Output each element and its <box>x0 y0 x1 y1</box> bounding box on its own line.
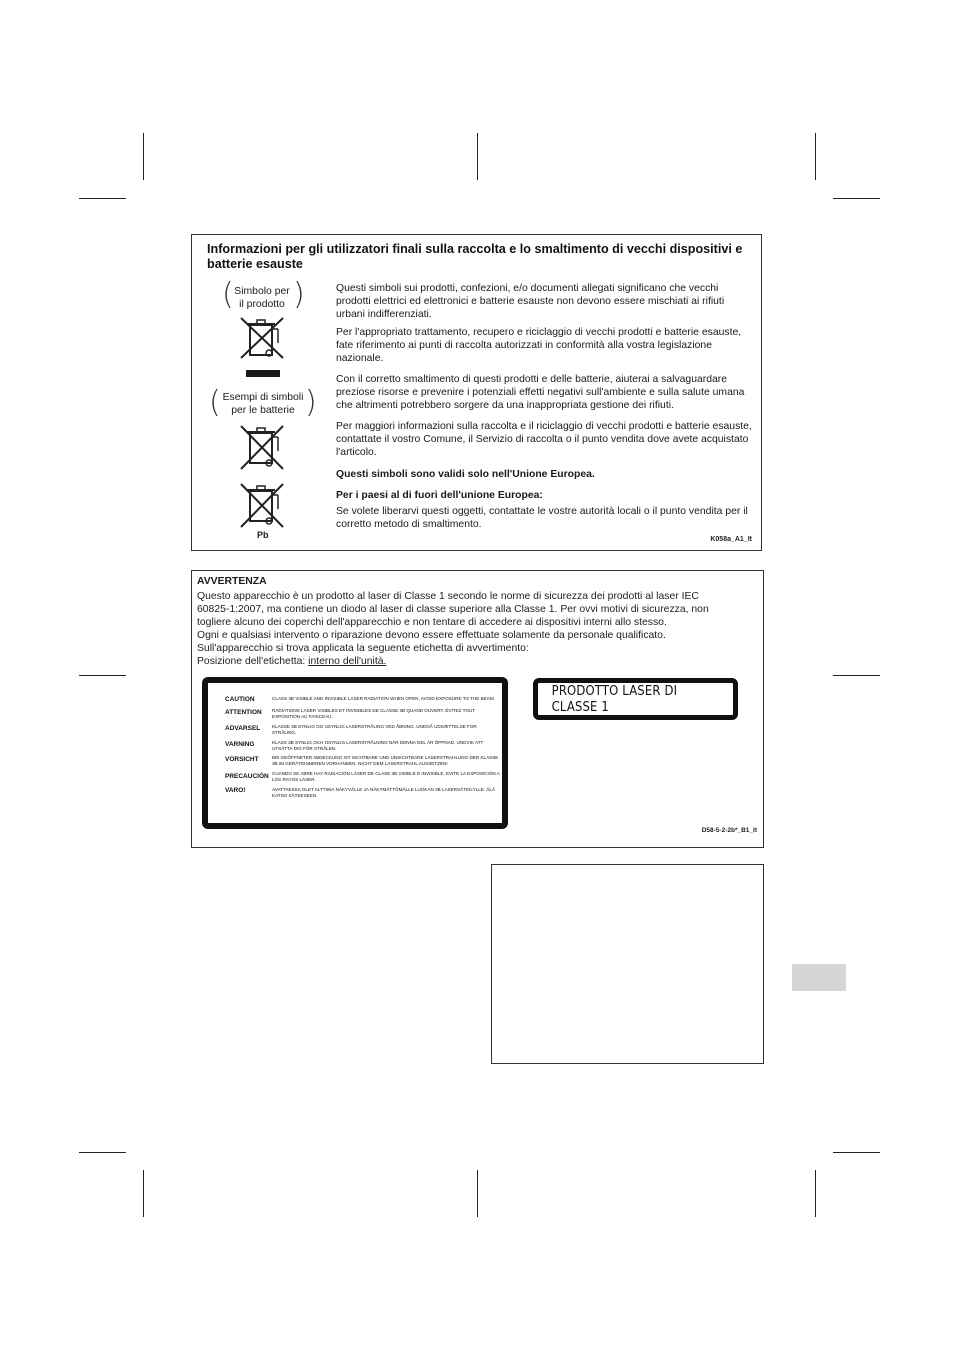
label-language: ADVARSEL <box>225 725 261 732</box>
crop-mark <box>815 133 816 180</box>
pb-label: Pb <box>257 530 269 540</box>
eu-only-notice: Questi simboli sono validi solo nell'Unione Europea. <box>336 469 595 480</box>
crop-mark <box>833 198 880 199</box>
label-language: PRECAUCIÓN <box>225 773 269 780</box>
reference-code: D58-5-2-2b*_B1_It <box>701 827 757 834</box>
empty-box <box>491 864 764 1064</box>
disposal-paragraph: Questi simboli sui prodotti, confezioni, e/o documenti allegati significano che vecchi prodotti elettrici ed elettronici e batterie esauste non devono essere mischiati ai rifiuti urbani indifferenziati. <box>336 283 725 321</box>
section-tab-marker <box>792 964 846 991</box>
outside-eu-heading: Per i paesi al di fuori dell'unione Europea: <box>336 490 543 501</box>
crop-mark <box>143 1170 144 1217</box>
right-paren: ) <box>293 277 305 312</box>
label-warning-text: CUANDO SE ABRE HAY RADIACIÓN LÁSER DE CLASE 3B VISIBLE E INVISIBLE. EVITE LA EXPOSICIÓN A LOS RAYOS LÁSER. <box>272 771 500 783</box>
laser-caution-label <box>202 677 508 829</box>
symbol-battery-label-line1: Esempi di simboli <box>222 392 304 403</box>
disposal-title: Informazioni per gli utilizzatori finali sulla raccolta e lo smaltimento di vecchi dispositivi e batterie esauste <box>207 242 743 271</box>
disposal-paragraph: Per maggiori informazioni sulla raccolta e il riciclaggio di vecchi prodotti e batterie esauste, contattate il vostro Comune, il Servizio di raccolta o il punto vendita dove avete acquistato l'articolo. <box>336 421 752 459</box>
warning-line: Ogni e qualsiasi intervento o riparazione devono essere effettuate solamente da personale qualificato. <box>197 630 666 641</box>
laser-class-text: PRODOTTO LASER DI CLASSE 1 <box>551 683 678 715</box>
warning-heading: AVVERTENZA <box>197 576 267 587</box>
crop-mark <box>833 675 880 676</box>
label-warning-text: KLASSE 3B SYNLIG OG USYNLIG LASERSTRÅLING VED ÅBNING. UNDGÅ UDSÆTTELSE FOR STRÅLING. <box>272 724 477 736</box>
disposal-paragraph: Con il corretto smaltimento di questi prodotti e delle batterie, aiuterai a salvaguardare preziose risorse e prevenire i potenziali effetti negativi sull'ambiente e sulla salute umana che altrimenti potrebbero sorgere da una inappropriata gestione dei rifiuti. <box>336 374 745 412</box>
laser-class-label <box>533 678 738 720</box>
outside-eu-text: Se volete liberarvi questi oggetti, contattate le vostre autorità locali o il punto vendita per il corretto metodo di smaltimento. <box>336 506 748 531</box>
right-paren: ) <box>305 385 317 420</box>
disposal-info-box <box>191 234 762 551</box>
left-paren: ( <box>209 385 221 420</box>
label-position <box>197 655 757 668</box>
label-position-value: interno dell'unità. <box>308 656 387 667</box>
crop-mark <box>79 1152 126 1153</box>
symbol-battery-label-line2: per le batterie <box>231 405 295 416</box>
crop-mark <box>833 1152 880 1153</box>
crossed-bin-icon <box>238 315 286 360</box>
crop-mark <box>477 133 478 180</box>
laser-warning-box <box>191 570 764 848</box>
label-language: VARO! <box>225 787 246 794</box>
label-warning-text: BEI GEÖFFNETER ABDECKUNG IST SICHTBARE UND UNSICHTBARE LASERSTRAHLUNG DER KLASSE 3B IM GERÄTEINNEREN VORHANDEN. NICHT DEM LASERSTRAHL AUSSETZEN! <box>272 755 499 767</box>
left-paren: ( <box>222 277 234 312</box>
label-language: CAUTION <box>225 696 255 703</box>
warning-line: togliere alcuno dei coperchi dell'apparecchio e non tentare di accedere ai dispositivi interni allo stesso. <box>197 617 667 628</box>
crop-mark <box>79 198 126 199</box>
disposal-paragraph: Per l'appropriato trattamento, recupero e riciclaggio di vecchi prodotti e batterie esauste, fate riferimento ai punti di raccolta autorizzati in conformità alla vostra legislazione nazionale. <box>336 327 742 365</box>
label-warning-text: CLASS 3B VISIBLE AND INVISIBLE LASER RADIATION WHEN OPEN, AVOID EXPOSURE TO THE BEAM. <box>272 696 495 701</box>
crossed-bin-pb-icon <box>238 481 286 529</box>
symbol-product-label-line1: Simbolo per <box>234 286 290 297</box>
warning-line: 60825-1:2007, ma contiene un diodo al laser di classe superiore alla Classe 1. Per ovvi motivi di sicurezza, non <box>197 604 709 615</box>
crop-mark <box>815 1170 816 1217</box>
label-warning-text: AVATTAESSA OLET ALTTIINA NÄKYVÄLLE JA NÄKYMÄTTÖMÄLLE LUOKAN 3B LASERSÄTEILYLLE. ÄLÄ KATSO SÄTEESEEN. <box>272 787 496 799</box>
warning-line: Questo apparecchio è un prodotto al laser di Classe 1 secondo le norme di sicurezza dei prodotti al laser IEC <box>197 591 699 602</box>
label-language: VORSICHT <box>225 756 259 763</box>
reference-code: K058a_A1_It <box>710 536 752 543</box>
symbol-product-label-line2: il prodotto <box>239 299 285 310</box>
crop-mark <box>477 1170 478 1217</box>
symbol-product-label <box>230 285 294 311</box>
crossed-bin-battery-icon <box>238 423 286 471</box>
crop-mark <box>143 133 144 180</box>
label-language: VARNING <box>225 741 255 748</box>
label-warning-text: RADIATIONS LASER VISIBLES ET INVISIBLES DE CLASSE 3B QUAND OUVERT. ÉVITEZ TOUT EXPOSITION AU FAISCEAU. <box>272 708 475 720</box>
warning-line: Sull'apparecchio si trova applicata la seguente etichetta di avvertimento: <box>197 643 529 654</box>
label-warning-text: KLASS 3B SYNLIG OCH OSYNLIG LASERSTRÅLNING NÄR DENNA DEL ÄR ÖPPNAD. UNDVIK ATT UTSÄTTA DIG FÖR STRÅLEN. <box>272 740 484 752</box>
product-bar-icon <box>246 370 280 377</box>
crop-mark <box>79 675 126 676</box>
label-position-prefix: Posizione dell'etichetta: <box>197 656 309 667</box>
symbol-battery-label <box>217 391 309 417</box>
label-language: ATTENTION <box>225 709 262 716</box>
